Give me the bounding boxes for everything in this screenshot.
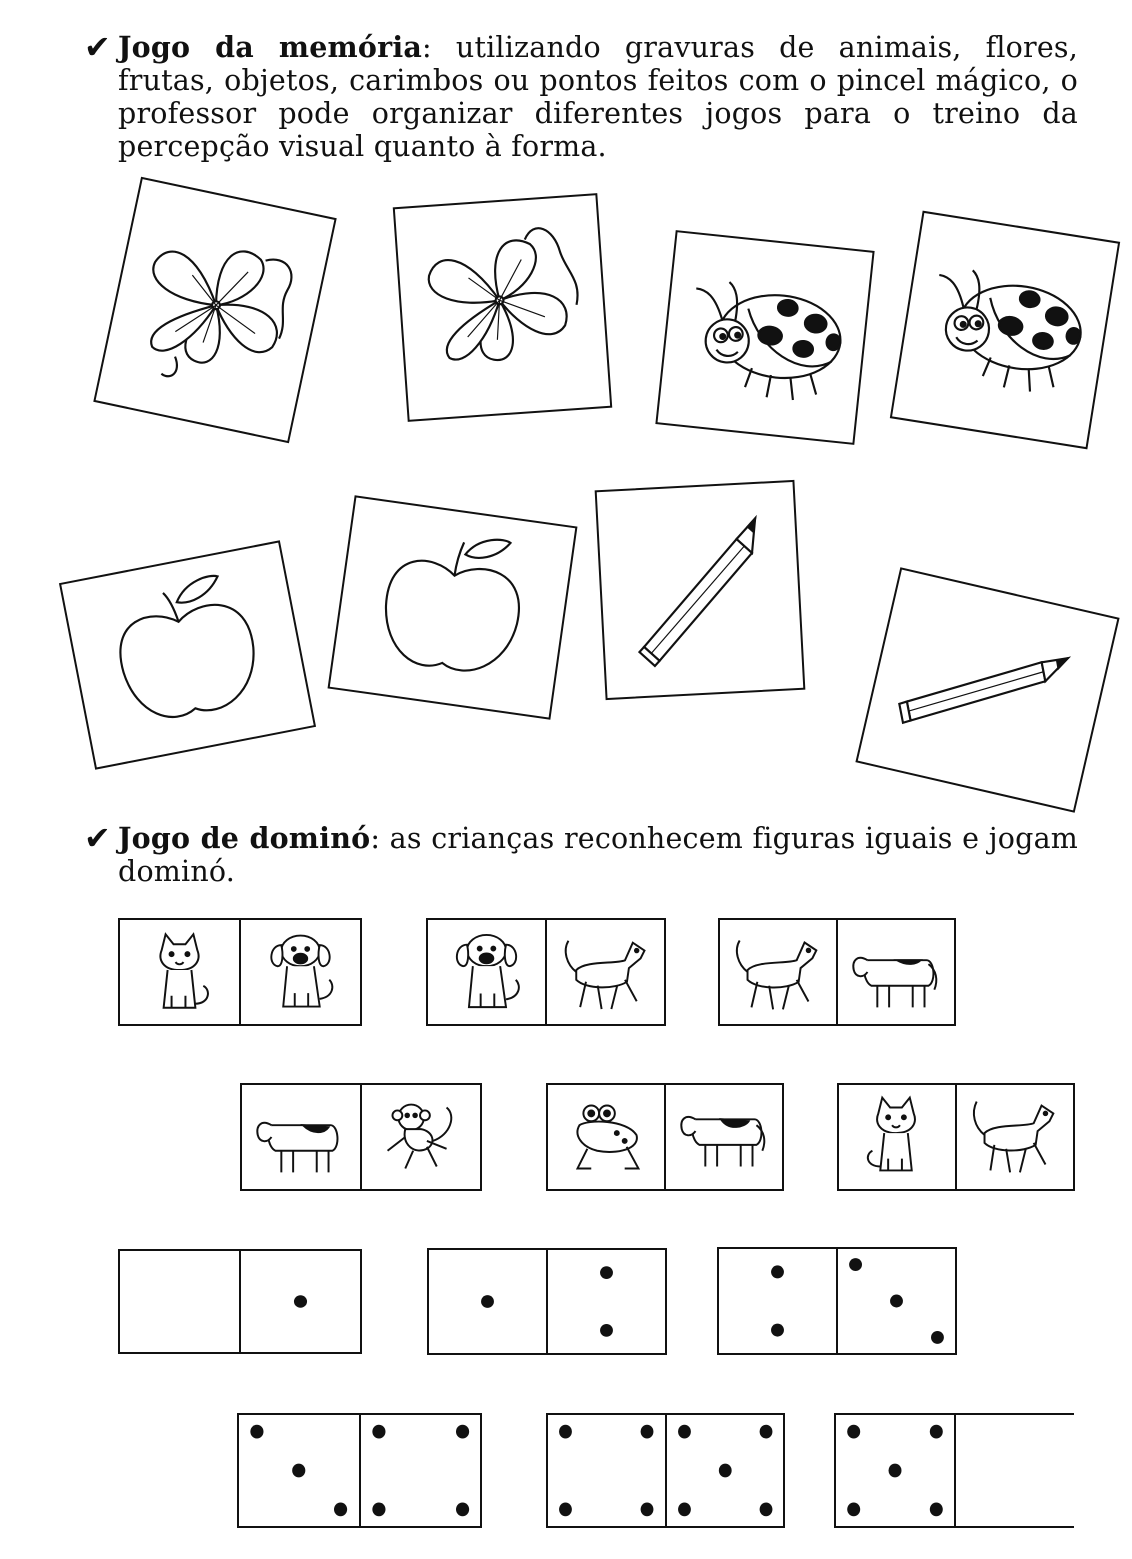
dog-icon	[241, 920, 360, 1024]
dot-domino	[237, 1413, 482, 1528]
pip-face	[667, 1415, 784, 1526]
domino-half	[720, 920, 836, 1024]
check-icon: ✔	[84, 819, 111, 857]
flower-icon	[96, 179, 335, 441]
domino-pip	[759, 1502, 772, 1516]
domino-half	[836, 1249, 955, 1353]
picture-domino	[118, 918, 362, 1026]
picture-domino	[837, 1083, 1075, 1191]
domino-pip	[372, 1502, 385, 1516]
domino-pip	[481, 1295, 494, 1308]
monkey-icon	[362, 1085, 480, 1189]
domino-half	[120, 1251, 239, 1352]
horse-icon	[957, 1085, 1073, 1189]
domino-pip	[930, 1425, 943, 1439]
cow-icon	[838, 920, 954, 1024]
domino-half	[836, 920, 954, 1024]
domino-pip	[456, 1425, 469, 1439]
domino-half	[239, 920, 360, 1024]
domino-pip	[930, 1502, 943, 1516]
domino-half	[548, 1415, 665, 1526]
pencil-icon	[858, 570, 1117, 811]
domino-pip	[847, 1502, 860, 1516]
pip-face	[120, 1251, 239, 1352]
domino-pip	[294, 1295, 307, 1308]
memory-card-flower	[93, 177, 336, 444]
pip-face	[548, 1250, 665, 1353]
frog-icon	[548, 1085, 664, 1189]
domino-pip	[559, 1502, 572, 1516]
domino-pip	[759, 1425, 772, 1439]
domino-pip	[771, 1324, 784, 1337]
domino-pip	[678, 1425, 691, 1439]
domino-pip	[890, 1295, 903, 1308]
picture-domino	[426, 918, 666, 1026]
domino-half	[839, 1085, 955, 1189]
domino-game-heading: Jogo de dominó	[118, 821, 371, 855]
cow-icon	[666, 1085, 782, 1189]
pip-face	[239, 1415, 359, 1526]
domino-pip	[678, 1502, 691, 1516]
check-icon: ✔	[84, 28, 111, 66]
domino-half	[548, 1085, 664, 1189]
memory-card-apple	[59, 540, 316, 769]
domino-half	[428, 920, 545, 1024]
domino-half	[665, 1415, 784, 1526]
domino-pip	[292, 1464, 305, 1478]
domino-pip	[600, 1266, 613, 1279]
domino-half	[954, 1415, 1074, 1526]
domino-pip	[849, 1258, 862, 1271]
pip-face	[429, 1250, 546, 1353]
cow-icon	[242, 1085, 360, 1189]
picture-domino	[718, 918, 956, 1026]
domino-pip	[931, 1331, 944, 1344]
horse-icon	[720, 920, 836, 1024]
ladybug-icon	[658, 232, 873, 442]
memory-card-ladybug	[655, 230, 874, 445]
domino-half	[955, 1085, 1073, 1189]
memory-game-paragraph	[118, 31, 1078, 163]
domino-half	[836, 1415, 954, 1526]
memory-card-apple	[328, 495, 578, 719]
cat-icon	[839, 1085, 955, 1189]
domino-pip	[372, 1425, 385, 1439]
domino-half	[664, 1085, 782, 1189]
domino-half	[239, 1251, 360, 1352]
domino-pip	[889, 1464, 902, 1478]
domino-half	[242, 1085, 360, 1189]
domino-pip	[600, 1324, 613, 1337]
domino-pip	[641, 1425, 654, 1439]
horse-icon	[547, 920, 664, 1024]
pip-face	[838, 1249, 955, 1353]
domino-half	[360, 1085, 480, 1189]
domino-half	[359, 1415, 481, 1526]
domino-pip	[718, 1464, 731, 1478]
memory-card-flower	[393, 193, 612, 422]
memory-card-ladybug	[890, 211, 1120, 450]
domino-game-paragraph	[118, 822, 1078, 888]
pencil-icon	[597, 482, 804, 698]
domino-game-text: : as crianças reconhecem figuras iguais e jogam dominó.	[118, 822, 1078, 888]
domino-pip	[456, 1502, 469, 1516]
domino-pip	[641, 1502, 654, 1516]
pip-face	[548, 1415, 665, 1526]
memory-game-heading: Jogo da memória	[118, 30, 423, 64]
picture-domino	[240, 1083, 482, 1191]
domino-half	[546, 1250, 665, 1353]
memory-card-pencil	[595, 480, 806, 700]
domino-half	[120, 920, 239, 1024]
apple-icon	[61, 543, 313, 768]
domino-pip	[559, 1425, 572, 1439]
domino-pip	[847, 1425, 860, 1439]
memory-card-pencil	[855, 567, 1119, 812]
flower-icon	[395, 195, 610, 420]
picture-domino	[546, 1083, 784, 1191]
dot-domino	[546, 1413, 785, 1528]
domino-half	[545, 920, 664, 1024]
domino-pip	[250, 1425, 263, 1439]
pip-face	[956, 1415, 1074, 1526]
pip-face	[361, 1415, 481, 1526]
ladybug-icon	[892, 213, 1118, 447]
domino-pip	[334, 1502, 347, 1516]
pip-face	[836, 1415, 954, 1526]
domino-half	[239, 1415, 359, 1526]
dot-domino	[427, 1248, 667, 1355]
dot-domino	[717, 1247, 957, 1355]
dot-domino	[834, 1413, 1074, 1528]
apple-icon	[330, 498, 575, 718]
pip-face	[241, 1251, 360, 1352]
dot-domino	[118, 1249, 362, 1354]
domino-half	[719, 1249, 836, 1353]
domino-pip	[771, 1265, 784, 1278]
pip-face	[719, 1249, 836, 1353]
domino-half	[429, 1250, 546, 1353]
memory-game-text: : utilizando gravuras de animais, flores, frutas, objetos, carimbos ou pontos feitos com o pincel mágico, o professor pode organizar diferentes jogos para o treino da percepção visual quanto à forma.	[118, 31, 1078, 163]
cat-icon	[120, 920, 239, 1024]
dog-icon	[428, 920, 545, 1024]
